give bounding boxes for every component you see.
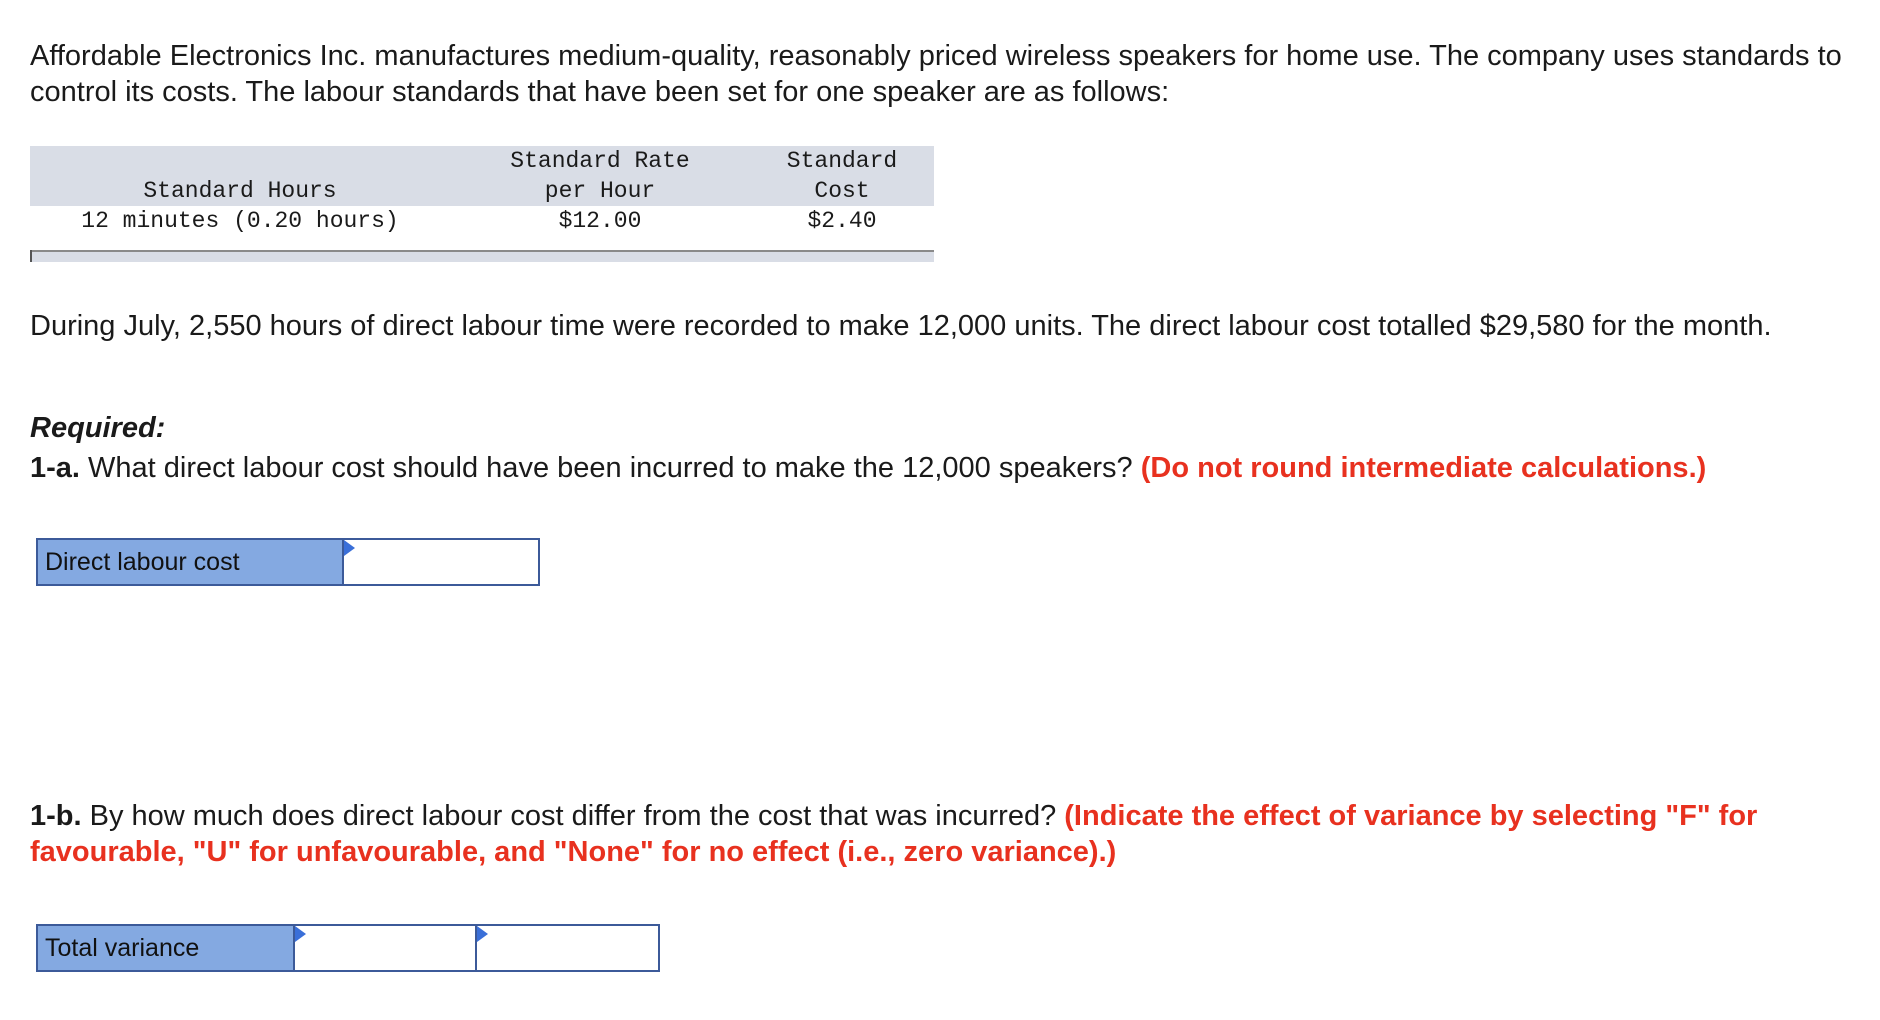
value-standard-hours: 12 minutes (0.20 hours) [81, 208, 399, 234]
input-flag-icon [344, 540, 355, 556]
header-cost-line1: Standard [786, 148, 898, 174]
question-1b [30, 798, 1875, 870]
question-1b-note: (Indicate the effect of variance by selecting "F" for favourable, "U" for unfavourable, and "None" for no effect (i.e., zero variance).) [30, 800, 1758, 868]
input-flag-icon [477, 926, 488, 942]
header-rate-line1: Standard Rate [510, 148, 690, 174]
table-footer-band [30, 250, 934, 262]
total-variance-effect-cell [477, 926, 658, 970]
value-standard-rate: $12.00 [558, 208, 642, 234]
question-1a [30, 450, 1870, 486]
input-flag-icon [295, 926, 306, 942]
question-1a-note: (Do not round intermediate calculations.) [1140, 452, 1707, 484]
total-variance-amount-input[interactable] [295, 926, 474, 970]
required-heading: Required: [30, 412, 166, 444]
total-variance-answer-row [36, 924, 660, 972]
question-1b-number: 1-b. [30, 800, 82, 832]
header-standard-cost [750, 146, 934, 206]
direct-labour-cost-cell [344, 540, 538, 584]
value-standard-cost: $2.40 [807, 208, 877, 234]
total-variance-amount-cell [295, 926, 476, 970]
table-footer-tick [30, 250, 32, 262]
july-data-text: During July, 2,550 hours of direct labour time were recorded to make 12,000 units. The direct labour cost totalled $29,580 for the month. [30, 310, 1772, 342]
total-variance-effect-select[interactable] [477, 926, 658, 970]
labour-standards-table [30, 146, 934, 262]
direct-labour-cost-answer-row [36, 538, 540, 586]
direct-labour-cost-input[interactable] [344, 540, 538, 584]
header-cost-line2: Cost [814, 178, 870, 204]
total-variance-label: Total variance [38, 926, 295, 970]
question-1a-text: What direct labour cost should have been incurred to make the 12,000 speakers? [79, 452, 1141, 484]
header-rate-line2: per Hour [544, 178, 656, 204]
problem-intro: Affordable Electronics Inc. manufactures medium-quality, reasonably priced wireless speakers for home use. The company uses standards to control its costs. The labour standards that have been set for one speaker are as follows: [30, 40, 1842, 108]
question-1b-text: By how much does direct labour cost differ from the cost that was incurred? [81, 800, 1065, 832]
question-1a-number: 1-a. [30, 452, 80, 484]
header-standard-rate [450, 146, 750, 206]
direct-labour-cost-label: Direct labour cost [38, 540, 344, 584]
header-standard-hours: Standard Hours [143, 178, 337, 204]
